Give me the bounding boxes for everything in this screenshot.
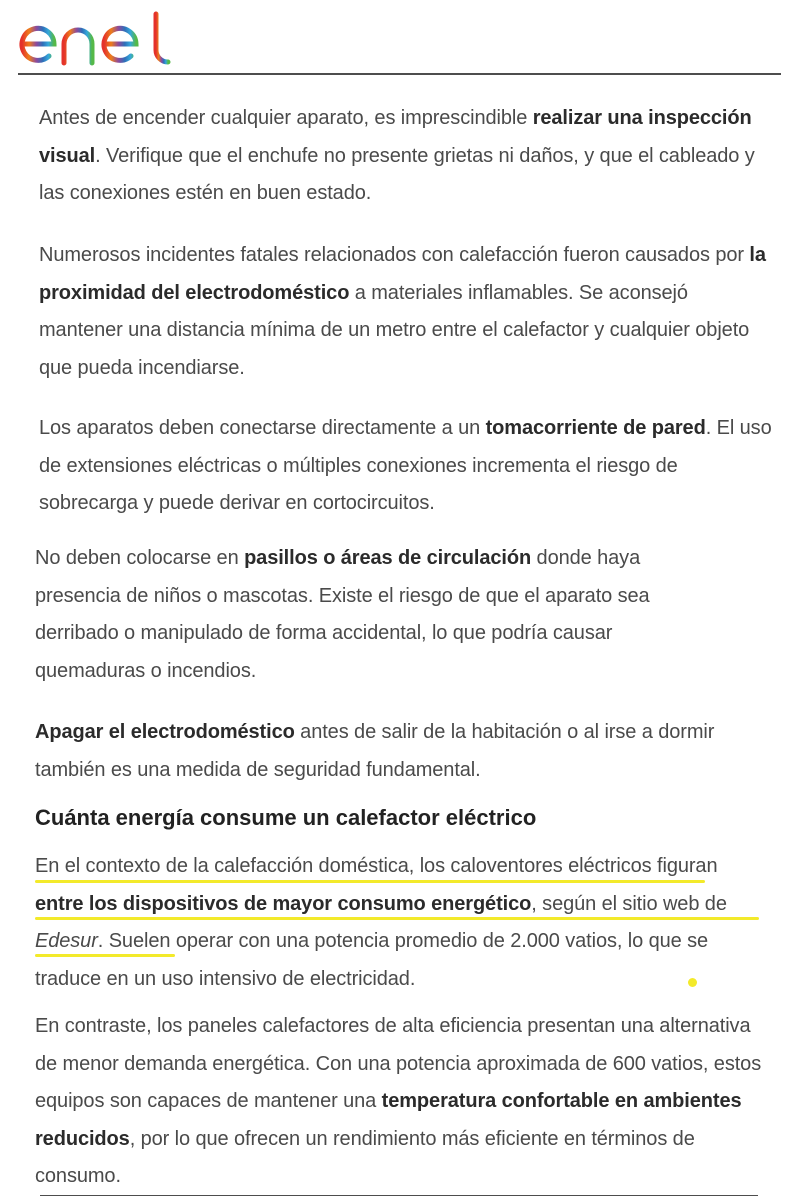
paragraph-consumption [35,848,771,998]
enel-logo[interactable] [16,8,172,68]
header-divider [18,73,781,75]
bold-text: tomacorriente de pared [485,417,706,439]
edesur-link[interactable]: Edesur [35,930,98,952]
paragraph-turn-off [35,714,775,789]
bold-text: temperatura confortable en ambientes reducidos [35,1090,742,1150]
bold-text: pasillos o áreas de circulación [244,547,532,569]
bold-text: la proximidad del electrodoméstico [39,244,766,304]
text: . El uso de extensiones eléctricas o múltiples conexiones incrementa el riesgo de sobrecarga y puede derivar en cortocircuitos. [39,417,772,514]
bottom-divider [40,1195,758,1196]
text: Antes de encender cualquier aparato, es imprescindible [39,107,533,129]
paragraph-proximity [39,237,777,387]
text: Numerosos incidentes fatales relacionados con calefacción fueron causados por [39,244,750,266]
text: donde haya presencia de niños o mascotas. Existe el riesgo de que el aparato sea derribado o manipulado de forma accidental, lo que podría causar quemaduras o incendios. [35,547,650,682]
paragraph-inspection [39,100,759,213]
text: . Suelen operar con una potencia promedio de 2.000 vatios, lo que se traduce en un uso intensivo de electricidad. [35,930,709,990]
text: antes de salir de la habitación o al irse a dormir también es una medida de seguridad fundamental. [35,721,715,781]
paragraph-hallways [35,540,725,690]
text: , por lo que ofrecen un rendimiento más eficiente en términos de consumo. [35,1127,695,1187]
section-heading: Cuánta energía consume un calefactor eléctrico [35,805,537,830]
text: En contraste, los paneles calefactores de alta eficiencia presentan una alternativa de menor demanda energética. Con una potencia aproximada de 600 vatios, estos equipos son capaces de mantener una [35,1015,762,1112]
text: No deben colocarse en [35,547,245,569]
paragraph-panels [35,1008,773,1196]
text: En el contexto de la calefacción doméstica, los caloventores eléctricos figuran [35,855,718,877]
text: a materiales inflamables. Se aconsejó mantener una distancia mínima de un metro entre el calefactor y cualquier objeto que pueda incendiarse. [39,281,750,379]
paragraph-wall-outlet [39,410,774,523]
text: Los aparatos deben conectarse directamente a un [39,417,486,439]
text: , según el sitio web de [531,892,727,915]
bold-text: Apagar el electrodoméstico [35,721,295,743]
bold-text: realizar una inspección visual [39,107,752,167]
text: . Verifique que el enchufe no presente grietas ni daños, y que el cableado y las conexiones estén en buen estado. [39,144,755,204]
bold-text: entre los dispositivos de mayor consumo energético [35,892,532,915]
site-header [0,0,800,76]
